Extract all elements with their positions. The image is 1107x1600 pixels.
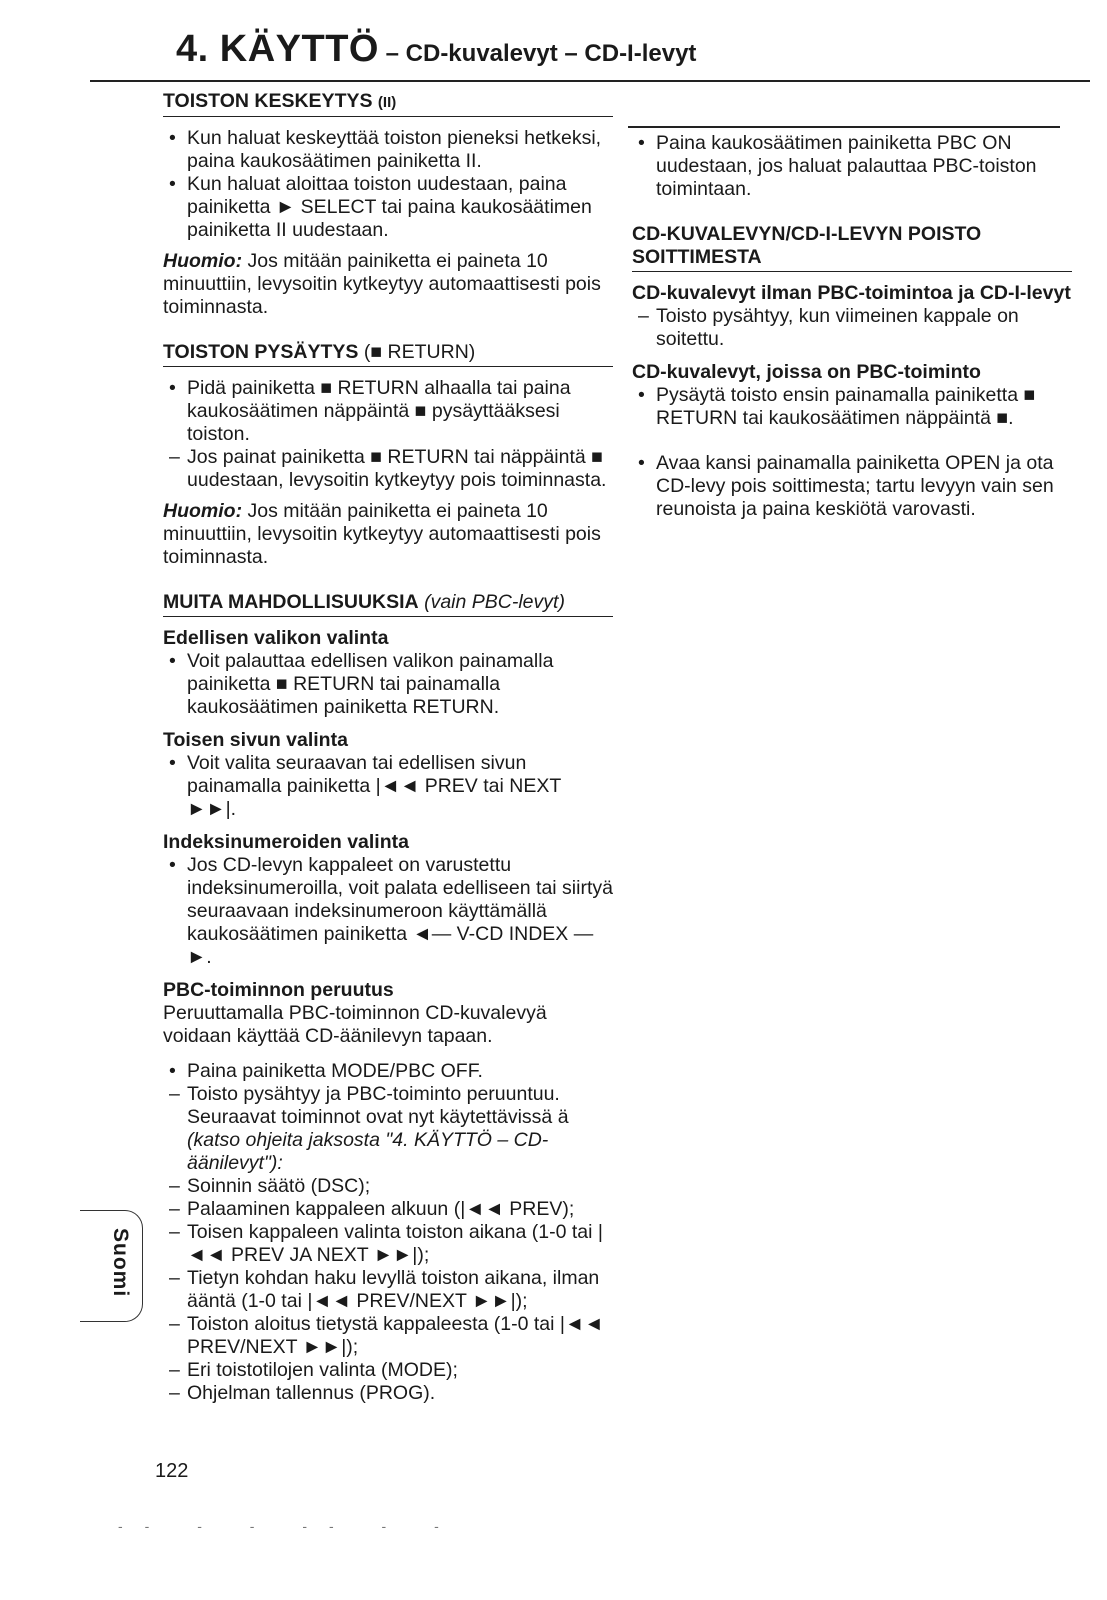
with-pbc-title: CD-kuvalevyt, joissa on PBC-toiminto: [632, 361, 981, 383]
pbc-cancel-intro: Peruuttamalla PBC-toiminnon CD-kuvalevyä voidaan käyttää CD-äänilevyn tapaan.: [163, 1002, 547, 1047]
list-item: – Toisen kappaleen valinta toiston aikana (1-0 tai |◄◄ PREV JA NEXT ►►|);: [163, 1221, 613, 1267]
index-list: [163, 854, 613, 969]
more-heading: MUITA MAHDOLLISUUKSIA (vain PBC-levyt): [163, 591, 613, 617]
list-item: – Eri toistotilojen valinta (MODE);: [163, 1359, 613, 1382]
stop-symbol: (■ RETURN): [363, 341, 476, 363]
list-item: – Palaaminen kappaleen alkuun (|◄◄ PREV);: [163, 1198, 613, 1221]
list-item: • Kun haluat aloittaa toiston uudestaan, paina painiketta ► SELECT tai paina kaukosäätimen painiketta II uudestaan.: [163, 173, 613, 242]
title-divider: [90, 80, 1090, 82]
list-item: – Soinnin säätö (DSC);: [163, 1175, 613, 1198]
prev-menu-list: [163, 650, 613, 719]
pause-symbol: (II): [377, 94, 397, 111]
list-item: – Toisto pysähtyy ja PBC-toiminto peruuntuu. Seuraavat toiminnot ovat nyt käytettävissä ä (katso ohjeita jaksosta "4. KÄYTTÖ – CD-äänilevyt"):: [163, 1083, 613, 1175]
note-label: Huomio:: [163, 250, 243, 272]
list-item: – Toiston aloitus tietystä kappaleesta (1-0 tai |◄◄ PREV/NEXT ►►|);: [163, 1313, 613, 1359]
list-item: • Avaa kansi painamalla painiketta OPEN ja ota CD-levy pois soittimesta; tartu levyyn vain sen reunoista ja paina keskiötä varovasti.: [632, 452, 1072, 521]
no-pbc-list: [632, 305, 1072, 351]
stop-list: [163, 377, 613, 492]
note-label: Huomio:: [163, 500, 243, 522]
list-item: – Jos painat painiketta ■ RETURN tai näppäintä ■ uudestaan, levysoitin kytkeytyy pois toiminnasta.: [163, 446, 613, 492]
chapter-title: 4. KÄYTTÖ: [176, 28, 379, 70]
pbc-cancel-title: PBC-toiminnon peruutus: [163, 979, 394, 1001]
list-item: • Kun haluat keskeyttää toiston pieneksi hetkeksi, paina kaukosäätimen painiketta II.: [163, 127, 613, 173]
remove-heading: CD-KUVALEVYN/CD-I-LEVYN POISTO SOITTIMESTA: [632, 223, 1072, 272]
scan-artifacts: -- - - -- - -: [118, 1518, 461, 1534]
list-item: • Jos CD-levyn kappaleet on varustettu indeksinumeroilla, voit palata edelliseen tai siirtyä seuraavaan indeksinumeroon käyttämällä kaukosäätimen painiketta ◄— V-CD INDEX —►.: [163, 854, 613, 969]
list-item: • Paina painiketta MODE/PBC OFF.: [163, 1060, 613, 1083]
pause-note: [163, 250, 613, 319]
no-pbc-title: CD-kuvalevyt ilman PBC-toimintoa ja CD-I-levyt: [632, 282, 1071, 304]
note-text: Jos mitään painiketta ei paineta 10 minuuttiin, levysoitin kytkeytyy automaattisesti pois toiminnasta.: [163, 500, 601, 568]
pause-list: [163, 127, 613, 242]
page-select-list: [163, 752, 613, 821]
pause-heading: TOISTON KESKEYTYS (II): [163, 90, 613, 117]
page-number: 122: [155, 1460, 189, 1482]
stop-note: [163, 500, 613, 569]
list-item: – Ohjelman tallennus (PROG).: [163, 1382, 613, 1405]
pbc-cancel-list: [163, 1060, 613, 1405]
page-select-title: Toisen sivun valinta: [163, 729, 348, 751]
list-item: – Tietyn kohdan haku levyllä toiston aikana, ilman ääntä (1-0 tai |◄◄ PREV/NEXT ►►|);: [163, 1267, 613, 1313]
prev-menu-title: Edellisen valikon valinta: [163, 627, 389, 649]
left-column: [163, 90, 613, 1405]
list-item: • Pidä painiketta ■ RETURN alhaalla tai paina kaukosäätimen näppäintä ■ pysäyttääksesi toiston.: [163, 377, 613, 446]
language-tab-label: Suomi: [109, 1228, 132, 1298]
chapter-subtitle: – CD-kuvalevyt – CD-I-levyt: [378, 40, 697, 67]
list-item: – Toisto pysähtyy, kun viimeinen kappale on soitettu.: [632, 305, 1072, 351]
more-heading-suffix: (vain PBC-levyt): [418, 591, 565, 613]
index-title: Indeksinumeroiden valinta: [163, 831, 409, 853]
note-text: Jos mitään painiketta ei paineta 10 minuuttiin, levysoitin kytkeytyy automaattisesti pois toiminnasta.: [163, 250, 601, 318]
list-item: • Voit valita seuraavan tai edellisen sivun painamalla painiketta |◄◄ PREV tai NEXT ►►|.: [163, 752, 613, 821]
right-column: [632, 126, 1072, 521]
list-item: • Pysäytä toisto ensin painamalla painiketta ■ RETURN tai kaukosäätimen näppäintä ■.: [632, 384, 1072, 430]
open-list: [632, 452, 1072, 521]
page-title: [176, 28, 696, 71]
list-item: • Voit palauttaa edellisen valikon painamalla painiketta ■ RETURN tai painamalla kaukosäätimen painiketta RETURN.: [163, 650, 613, 719]
stop-heading: TOISTON PYSÄYTYS (■ RETURN): [163, 341, 613, 367]
with-pbc-list: [632, 384, 1072, 430]
pbc-on-list: [632, 132, 1072, 201]
list-item: • Paina kaukosäätimen painiketta PBC ON uudestaan, jos haluat palauttaa PBC-toiston toimintaan.: [632, 132, 1072, 201]
